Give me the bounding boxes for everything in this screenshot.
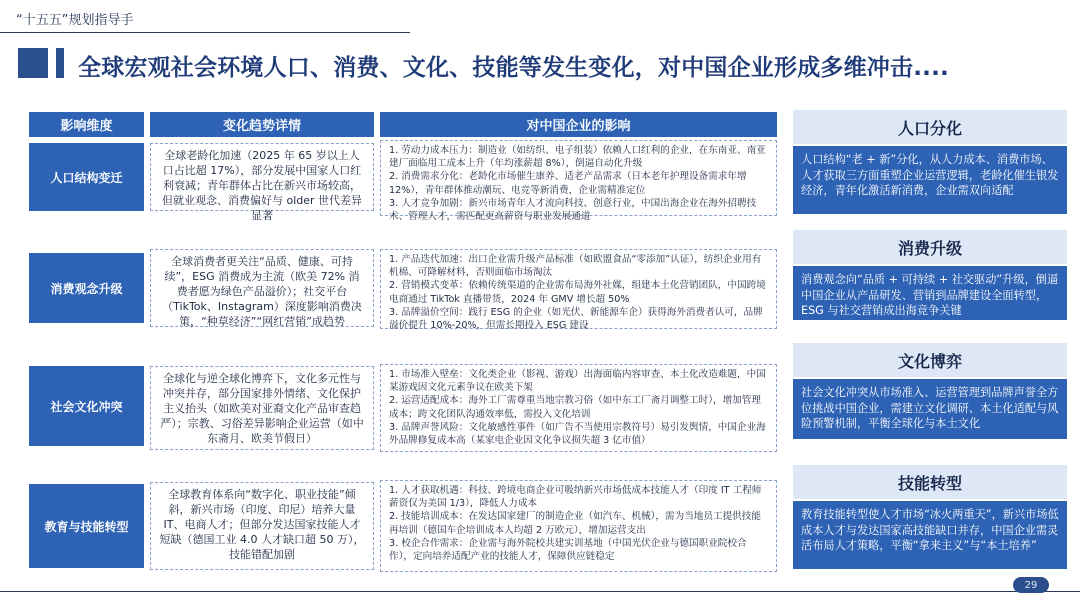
trend-cell-education: 全球教育体系向“数字化、职业技能”倾斜，新兴市场（印度、印尼）培养大量 IT、电商人才；但部分发达国家技能人才短缺（德国工业 4.0 人才缺口超 50 万），技能错配加剧: [150, 482, 374, 570]
card-body-consumption: 消费观念向“品质 + 可持续 + 社交驱动”升级，倒逼中国企业从产品研发、营销到品牌建设全面转型，ESG 与社交营销成出海竞争关键: [793, 266, 1067, 320]
row-label-education: 教育与技能转型: [29, 484, 144, 568]
page-title: 全球宏观社会环境人口、消费、文化、技能等发生变化，对中国企业形成多维冲击....: [78, 55, 949, 81]
impact-item: 1. 产品迭代加速：出口企业需升级产品标准（如欧盟食品“零添加”认证），纺织企业用有机棉、可降解材料，否则面临市场淘汰: [389, 254, 762, 279]
impact-cell-population: [380, 140, 777, 223]
column-header-impact: 对中国企业的影响: [380, 112, 777, 137]
impact-item: 3. 人才竞争加剧：新兴市场青年人才流向科技、创意行业，中国出海企业在海外招聘技术、管理人才，需匹配更高薪资与职业发展通道: [389, 197, 757, 223]
trend-cell-consumption: 全球消费者更关注“品质、健康、可持续”，ESG 消费成为主流（欧美 72% 消费者愿为绿色产品溢价）；社交平台（TikTok、Instagram）深度影响消费决策，“种草经济”“网红营销”成趋势: [150, 249, 374, 327]
impact-cell-education: [380, 480, 777, 572]
column-header-dimension: 影响维度: [29, 112, 144, 137]
card-title-population: 人口分化: [793, 110, 1067, 144]
impact-item: 1. 市场准入壁垒：文化类企业（影视、游戏）出海面临内容审查、本土化改造难题，中国某游戏因文化元素争议在欧美下架: [389, 369, 766, 394]
impact-item: 2. 运营适配成本：海外工厂需尊重当地宗教习俗（如中东工厂斋月调整工时），增加管理成本；跨文化团队沟通效率低，需投入文化培训: [389, 395, 761, 420]
impact-item: 1. 劳动力成本压力：制造业（如纺织、电子组装）依赖人口红利的企业，在东南亚、南亚建厂面临用工成本上升（年均涨薪超 8%），倒逼自动化升级: [389, 145, 766, 170]
row-label-culture: 社会文化冲突: [29, 366, 144, 446]
card-title-culture: 文化博弈: [793, 343, 1067, 377]
row-label-population: 人口结构变迁: [29, 143, 144, 211]
bottom-divider: [0, 591, 1080, 592]
card-body-skills: 教育技能转型使人才市场“冰火两重天”，新兴市场低成本人才与发达国家高技能缺口并存，中国企业需灵活布局人才策略，平衡“拿来主义”与“本土培养”: [793, 501, 1067, 569]
impact-item: 3. 品牌溢价空间：践行 ESG 的企业（如光伏、新能源车企）获得海外消费者认可，品牌溢价提升 10%-20%，但需长期投入 ESG 建设: [389, 306, 763, 332]
card-title-consumption: 消费升级: [793, 230, 1067, 264]
trend-cell-population: 全球老龄化加速（2025 年 65 岁以上人口占比超 17%），部分发展中国家人口红利衰减；青年群体占比在新兴市场较高，但就业观念、消费偏好与 older 世代差异显著: [150, 143, 374, 211]
impact-item: 2. 消费需求分化：老龄化市场催生康养、适老产品需求（日本老年护理设备需求年增 12%），青年群体推动潮玩、电竞等新消费，企业需精准定位: [389, 171, 747, 196]
impact-cell-consumption: [380, 249, 777, 332]
top-divider: [0, 32, 410, 33]
column-header-trend: 变化趋势详情: [150, 112, 374, 137]
trend-cell-culture: 全球化与逆全球化博弈下，文化多元性与冲突并存，部分国家排外情绪、文化保护主义抬头（如欧美对亚裔文化产品审查趋严）；宗教、习俗差异影响企业运营（如中东斋月、欧美节假日）: [150, 366, 374, 450]
card-title-skills: 技能转型: [793, 465, 1067, 499]
impact-item: 2. 营销模式变革：依赖传统渠道的企业需布局海外社媒，组建本土化营销团队，中国跨境电商通过 TikTok 直播带货，2024 年 GMV 增长超 50%: [389, 280, 766, 305]
card-body-population: 人口结构“老 + 新”分化，从人力成本、消费市场、人才获取三方面重塑企业运营逻辑，老龄化催生银发经济，青年化激活新消费，企业需双向适配: [793, 146, 1067, 214]
impact-cell-culture: [380, 364, 777, 452]
page-number: 29: [1013, 577, 1049, 593]
handbook-label: “十五五”规划指导手: [16, 13, 134, 28]
impact-item: 3. 校企合作需求：企业需与海外院校共建实训基地（中国光伏企业与德国职业院校合作），定向培养适配产业的技能人才，保障供应链稳定: [389, 537, 747, 563]
impact-item: 3. 品牌声誉风险：文化敏感性事件（如广告不当使用宗教符号）易引发舆情，中国企业海外品牌修复成本高（某家电企业因文化争议损失超 3 亿市值）: [389, 421, 766, 447]
row-label-consumption: 消费观念升级: [29, 253, 144, 323]
impact-item: 1. 人才获取机遇：科技、跨境电商企业可吸纳新兴市场低成本技能人才（印度 IT 工程师薪资仅为美国 1/3），降低人力成本: [389, 485, 762, 510]
impact-item: 2. 技能培训成本：在发达国家建厂的制造企业（如汽车、机械），需为当地员工提供技能再培训（德国车企培训成本人均超 2 万欧元），增加运营支出: [389, 511, 761, 536]
card-body-culture: 社会文化冲突从市场准入、运营管理到品牌声誉全方位挑战中国企业，需建立文化调研、本土化适配与风险预警机制，平衡全球化与本土文化: [793, 379, 1067, 439]
